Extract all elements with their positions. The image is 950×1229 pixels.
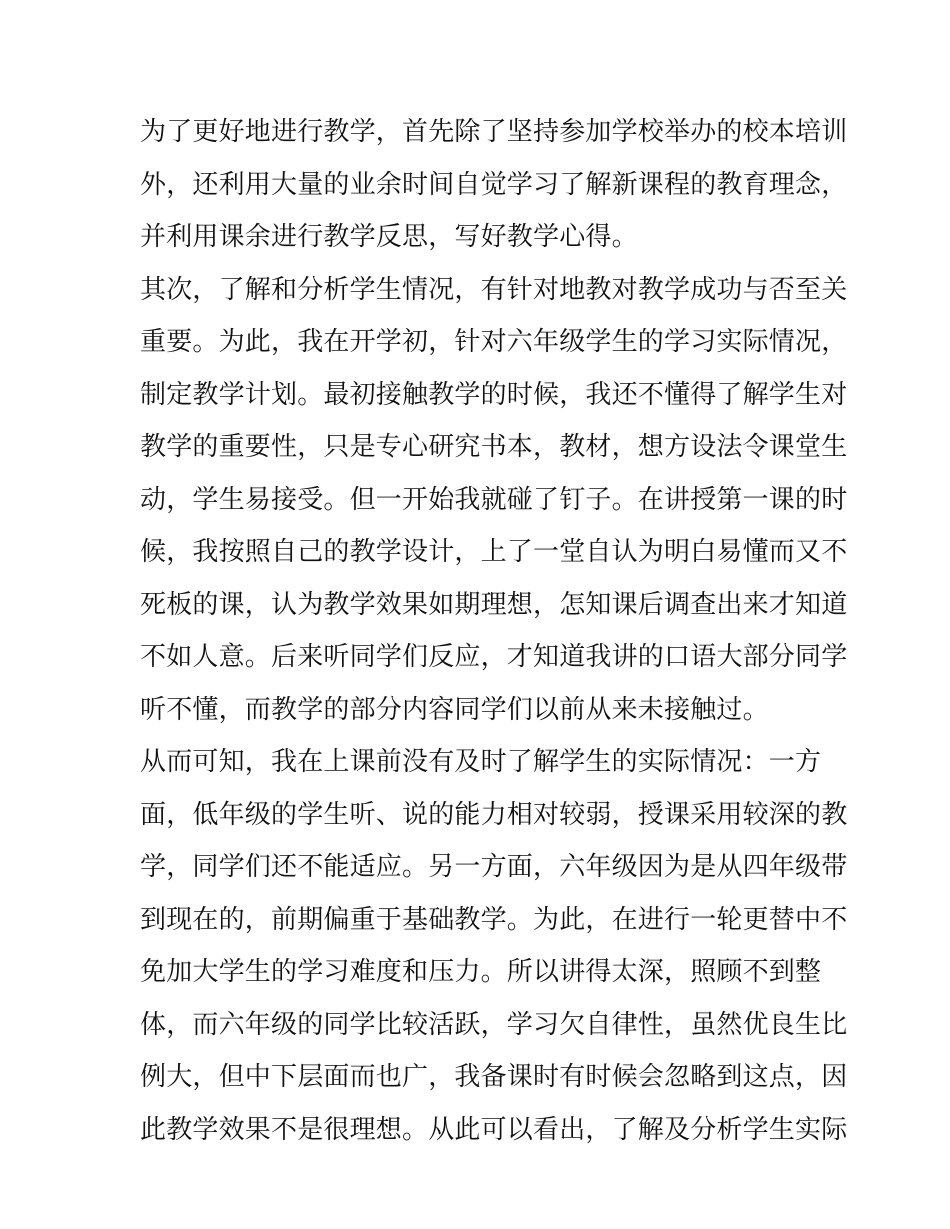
text-line: 其次，了解和分析学生情况，有针对地教对教学成功与否至关 (140, 274, 848, 305)
paragraph-2 (140, 264, 848, 737)
paragraph-1 (140, 106, 848, 264)
text-line: 此教学效果不是很理想。从此可以看出，了解及分析学生实际 (140, 1114, 848, 1145)
text-line: 并利用课余进行教学反思，写好教学心得。 (140, 222, 638, 252)
text-line: 面，低年级的学生听、说的能力相对较弱，授课采用较深的教 (140, 799, 848, 830)
text-line: 从而可知，我在上课前没有及时了解学生的实际情况：一方 (140, 747, 822, 777)
text-line: 为了更好地进行教学，首先除了坚持参加学校举办的校本培训 (140, 117, 848, 147)
text-line: 到现在的，前期偏重于基础教学。为此，在进行一轮更替中不 (140, 904, 848, 935)
text-line: 学，同学们还不能适应。另一方面，六年级因为是从四年级带 (140, 852, 848, 882)
text-line: 例大，但中下层面而也广，我备课时有时候会忽略到这点，因 (140, 1062, 848, 1092)
text-line: 不如人意。后来听同学们反应，才知道我讲的口语大部分同学 (140, 642, 848, 672)
text-line: 重要。为此，我在开学初，针对六年级学生的学习实际情况， (140, 327, 848, 357)
text-line: 免加大学生的学习难度和压力。所以讲得太深，照顾不到整 (140, 957, 822, 987)
document-body (140, 106, 848, 1156)
text-line: 教学的重要性，只是专心研究书本，教材，想方设法令课堂生 (140, 432, 848, 462)
text-line: 听不懂，而教学的部分内容同学们以前从来未接触过。 (140, 694, 769, 725)
text-line: 动，学生易接受。但一开始我就碰了钉子。在讲授第一课的时 (140, 484, 848, 515)
text-line: 制定教学计划。最初接触教学的时候，我还不懂得了解学生对 (140, 379, 848, 410)
text-line: 候，我按照自己的教学设计，上了一堂自认为明白易懂而又不 (140, 537, 848, 567)
paragraph-3 (140, 736, 848, 1156)
text-line: 死板的课，认为教学效果如期理想，怎知课后调查出来才知道 (140, 589, 848, 620)
text-line: 外，还利用大量的业余时间自觉学习了解新课程的教育理念， (140, 169, 848, 200)
text-line: 体，而六年级的同学比较活跃，学习欠自律性，虽然优良生比 (140, 1009, 848, 1040)
